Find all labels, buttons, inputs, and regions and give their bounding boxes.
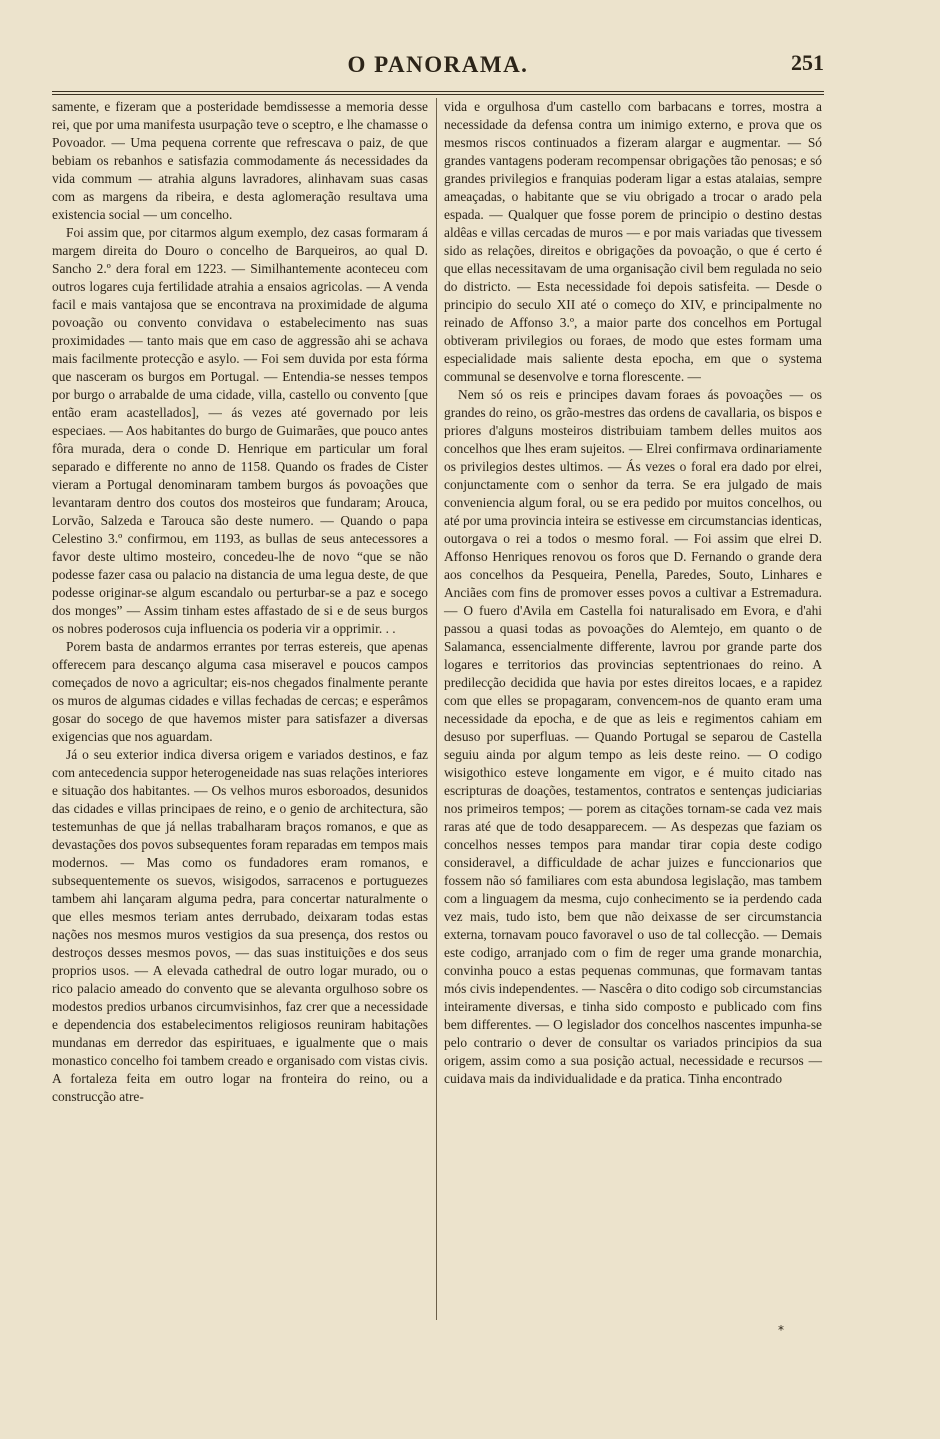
paragraph: Porem basta de andarmos errantes por terras estereis, que apenas offerecem para descanço alguma casa miseravel e poucos campos começados de novo a agricultar; eis-nos chegados finalmente perante os muros de algumas cidades e villas fechadas de cercas; e esperâmos gosar do socego de que havemos mister para satisfazer a diversas exigencias que nos aguardam. <box>52 639 428 744</box>
column-divider <box>436 98 437 1320</box>
page-number: 251 <box>791 50 824 75</box>
header-rule <box>52 91 824 95</box>
right-column <box>444 98 822 1088</box>
paragraph: Nem só os reis e principes davam foraes ás povoações — os grandes do reino, os grão-mestres das ordens de cavallaria, os bispos e priores d'alguns mosteiros distribuiam tambem delles muitos aos concelhos que lhes eram sujeitos. — Elrei confirmava ordinariamente os privilegios destes ultimos. — Ás vezes o foral era dado por elrei, conjunctamente com o senhor da terra. Se era julgado de mais conveniencia algum foral, ou se era pedido por muitos concelhos, ou até por uma provincia inteira se estivesse em circumstancias identicas, outorgava o rei a todos o mesmo foral. — Foi assim que elrei D. Affonso Henriques renovou os foros que D. Fernando o grande dera aos concelhos da Pesqueira, Penella, Paredes, Souto, Linhares e Anciães com fins de promover esses povos a cultivar a Estremadura. — O fuero d'Avila em Castella foi naturalisado em Evora, e d'ahi passou a quasi todas as povoações do Alemtejo, em quanto o de Salamanca, essencialmente differente, lavrou por grande parte dos logares e territorios das provincias septentrionaes do reino. A predilecção decidida que havia por estes direitos locaes, e a rapidez com que elles se propagaram, convencem-nos de quanto eram uma necessidade da epocha, e de que as leis e regimentos cahiam em desuso por superfluas. — Quando Portugal se separou de Castella seguiu ainda por algum tempo as leis deste reino. — O codigo wisigothico esteve longamente em vigor, e é muito citado nas escripturas de doações, testamentos, contratos e sentenças judiciarias nos primeiros tempos; — porem as citações tornam-se cada vez mais raras até que de todo desapparecem. — As despezas que faziam os concelhos nesses tempos para mandar tirar copia deste codigo consideravel, a difficuldade de achar juizes e funccionarios que fossem não só familiares com esta abundosa legislação, mas tambem com a linguagem da mesma, cujo conhecimento se ia perdendo cada vez mais, tudo isto, bem que não deixasse de ser circumstancia externa, tornavam pouco favoravel o uso de tal collecção. — Demais este codigo, arranjado com o fim de reger uma grande monarchia, convinha pouco a estas pequenas communas, que formavam tantas mós civis independentes. — Nascêra o dito codigo sob circumstancias inteiramente diversas, e tinha sido composto e publicado com fins bem differentes. — O legislador dos concelhos nascentes impunha-se pelo contrario o dever de consultar os variados principios da sua origem, assim como a sua posição actual, necessidade e recursos — cuidava mais da individualidade e da pratica. Tinha encontrado <box>444 387 822 1086</box>
journal-title: O PANORAMA. <box>347 52 529 77</box>
paragraph: vida e orgulhosa d'um castello com barbacans e torres, mostra a necessidade da defensa contra um inimigo externo, e prova que os mesmos riscos continuados a fizeram alargar e augmentar. — Só grandes vantagens poderam recompensar obrigações tão penosas; e só grandes privilegios e franquias poderam ligar a estas atalaias, sempre ameaçadas, o habitante que se viu obrigado a trocar o arado pela espada. — Qualquer que fosse porem de principio o destino destas aldêas e villas cercadas de muros — e por mais variadas que tivessem sido as relações, direitos e obrigações da povoação, o que é certo é que ellas necessitavam de uma organisação civil bem regulada no seio do districto. — Esta necessidade foi depois satisfeita. — Desde o principio do seculo XII até o começo do XIV, e principalmente no reinado de Affonso 3.º, a maior parte dos concelhos em Portugal obtiveram privilegios ou foraes, de modo que estes formam uma especialidade mais saliente desta epocha, em que o systema communal se desenvolve e torna florescente. — <box>444 99 822 384</box>
paragraph: samente, e fizeram que a posteridade bemdissesse a memoria desse rei, que por uma manifesta usurpação teve o sceptro, e lhe chamasse o Povoador. — Uma pequena corrente que refrescava o paiz, de que bebiam os rebanhos e satisfazia commodamente ás necessidades da vida commum — atrahia alguns lavradores, alinhavam suas casas com as margens da ribeira, e desta aglomeração resultava uma existencia social — um concelho. <box>52 99 428 222</box>
page-header <box>52 48 824 88</box>
left-column <box>52 98 428 1106</box>
paragraph: Já o seu exterior indica diversa origem e variados destinos, e faz com antecedencia suppor heterogeneidade nas suas relações interiores e situação dos habitantes. — Os velhos muros esboroados, desunidos das cidades e villas principaes de reino, e o genio de architectura, são testemunhas de que já nellas trabalharam braços romanos, e que as devastações dos povos subsequentes foram reparadas em tempos mais modernos. — Mas como os fundadores eram romanos, e subsequentemente os suevos, wisigodos, sarracenos e portuguezes tambem ahi lançaram alguma pedra, para concertar naturalmente o que elles mesmos teriam antes derrubado, deixaram todas estas nações nos mesmos muros vestigios da sua presença, dos restos ou destroços desses mesmos povos, — das suas instituições e dos seus proprios usos. — A elevada cathedral de outro logar murado, ou o rico palacio ameado do convento que se alevanta orgulhoso sobre os modestos predios urbanos circumvisinhos, faz crer que a necessidade e dependencia dos estabelecimentos religiosos reuniram habitações mundanas em derredor das espirituaes, e igualmente que o mais monastico concelho foi tambem creado e organisado com vistas civis. A fortaleza feita em outro logar na fronteira do reino, ou a construcção atre- <box>52 747 428 1104</box>
footer-mark: * <box>778 1323 784 1337</box>
paragraph: Foi assim que, por citarmos algum exemplo, dez casas formaram á margem direita do Douro o concelho de Barqueiros, ao qual D. Sancho 2.º dera foral em 1223. — Similhantemente aconteceu com outros logares cuja fertilidade atrahia a ensaios agricolas. — A venda facil e mais vantajosa que se encontrava na proximidade de alguma povoação ou convento convidava o estabelecimento nas suas proximidades — tanto mais que em caso de aggressão ahi se achava mais facilmente protecção e asylo. — Foi sem duvida por esta fórma que nasceram os burgos em Portugal. — Entendia-se nesses tempos por burgo o arrabalde de uma cidade, villa, castello ou convento [que então eram acastellados], — ás vezes até governado por leis especiaes. — Aos habitantes do burgo de Guimarães, que pouco antes fôra murada, dera o conde D. Henrique em particular um foral separado e differente no anno de 1158. Quando os frades de Cister vieram a Portugal denominaram tambem burgos ás povoações que levantaram dentro dos coutos dos mosteiros que fundaram; Arouca, Lorvão, Salzeda e Tarouca são deste numero. — Quando o papa Celestino 3.º confirmou, em 1193, as bullas de seus antecessores a favor deste ultimo mosteiro, concedeu-lhe de novo “que se não podesse fazer casa ou palacio na distancia de uma legua deste, de que podesse originar-se algum escandalo ou perturbar-se a paz e socego dos monges” — Assim tinham estes affastado de si e de seus burgos os nobres poderosos cuja influencia os poderia vir a opprimir. . . <box>52 225 428 636</box>
